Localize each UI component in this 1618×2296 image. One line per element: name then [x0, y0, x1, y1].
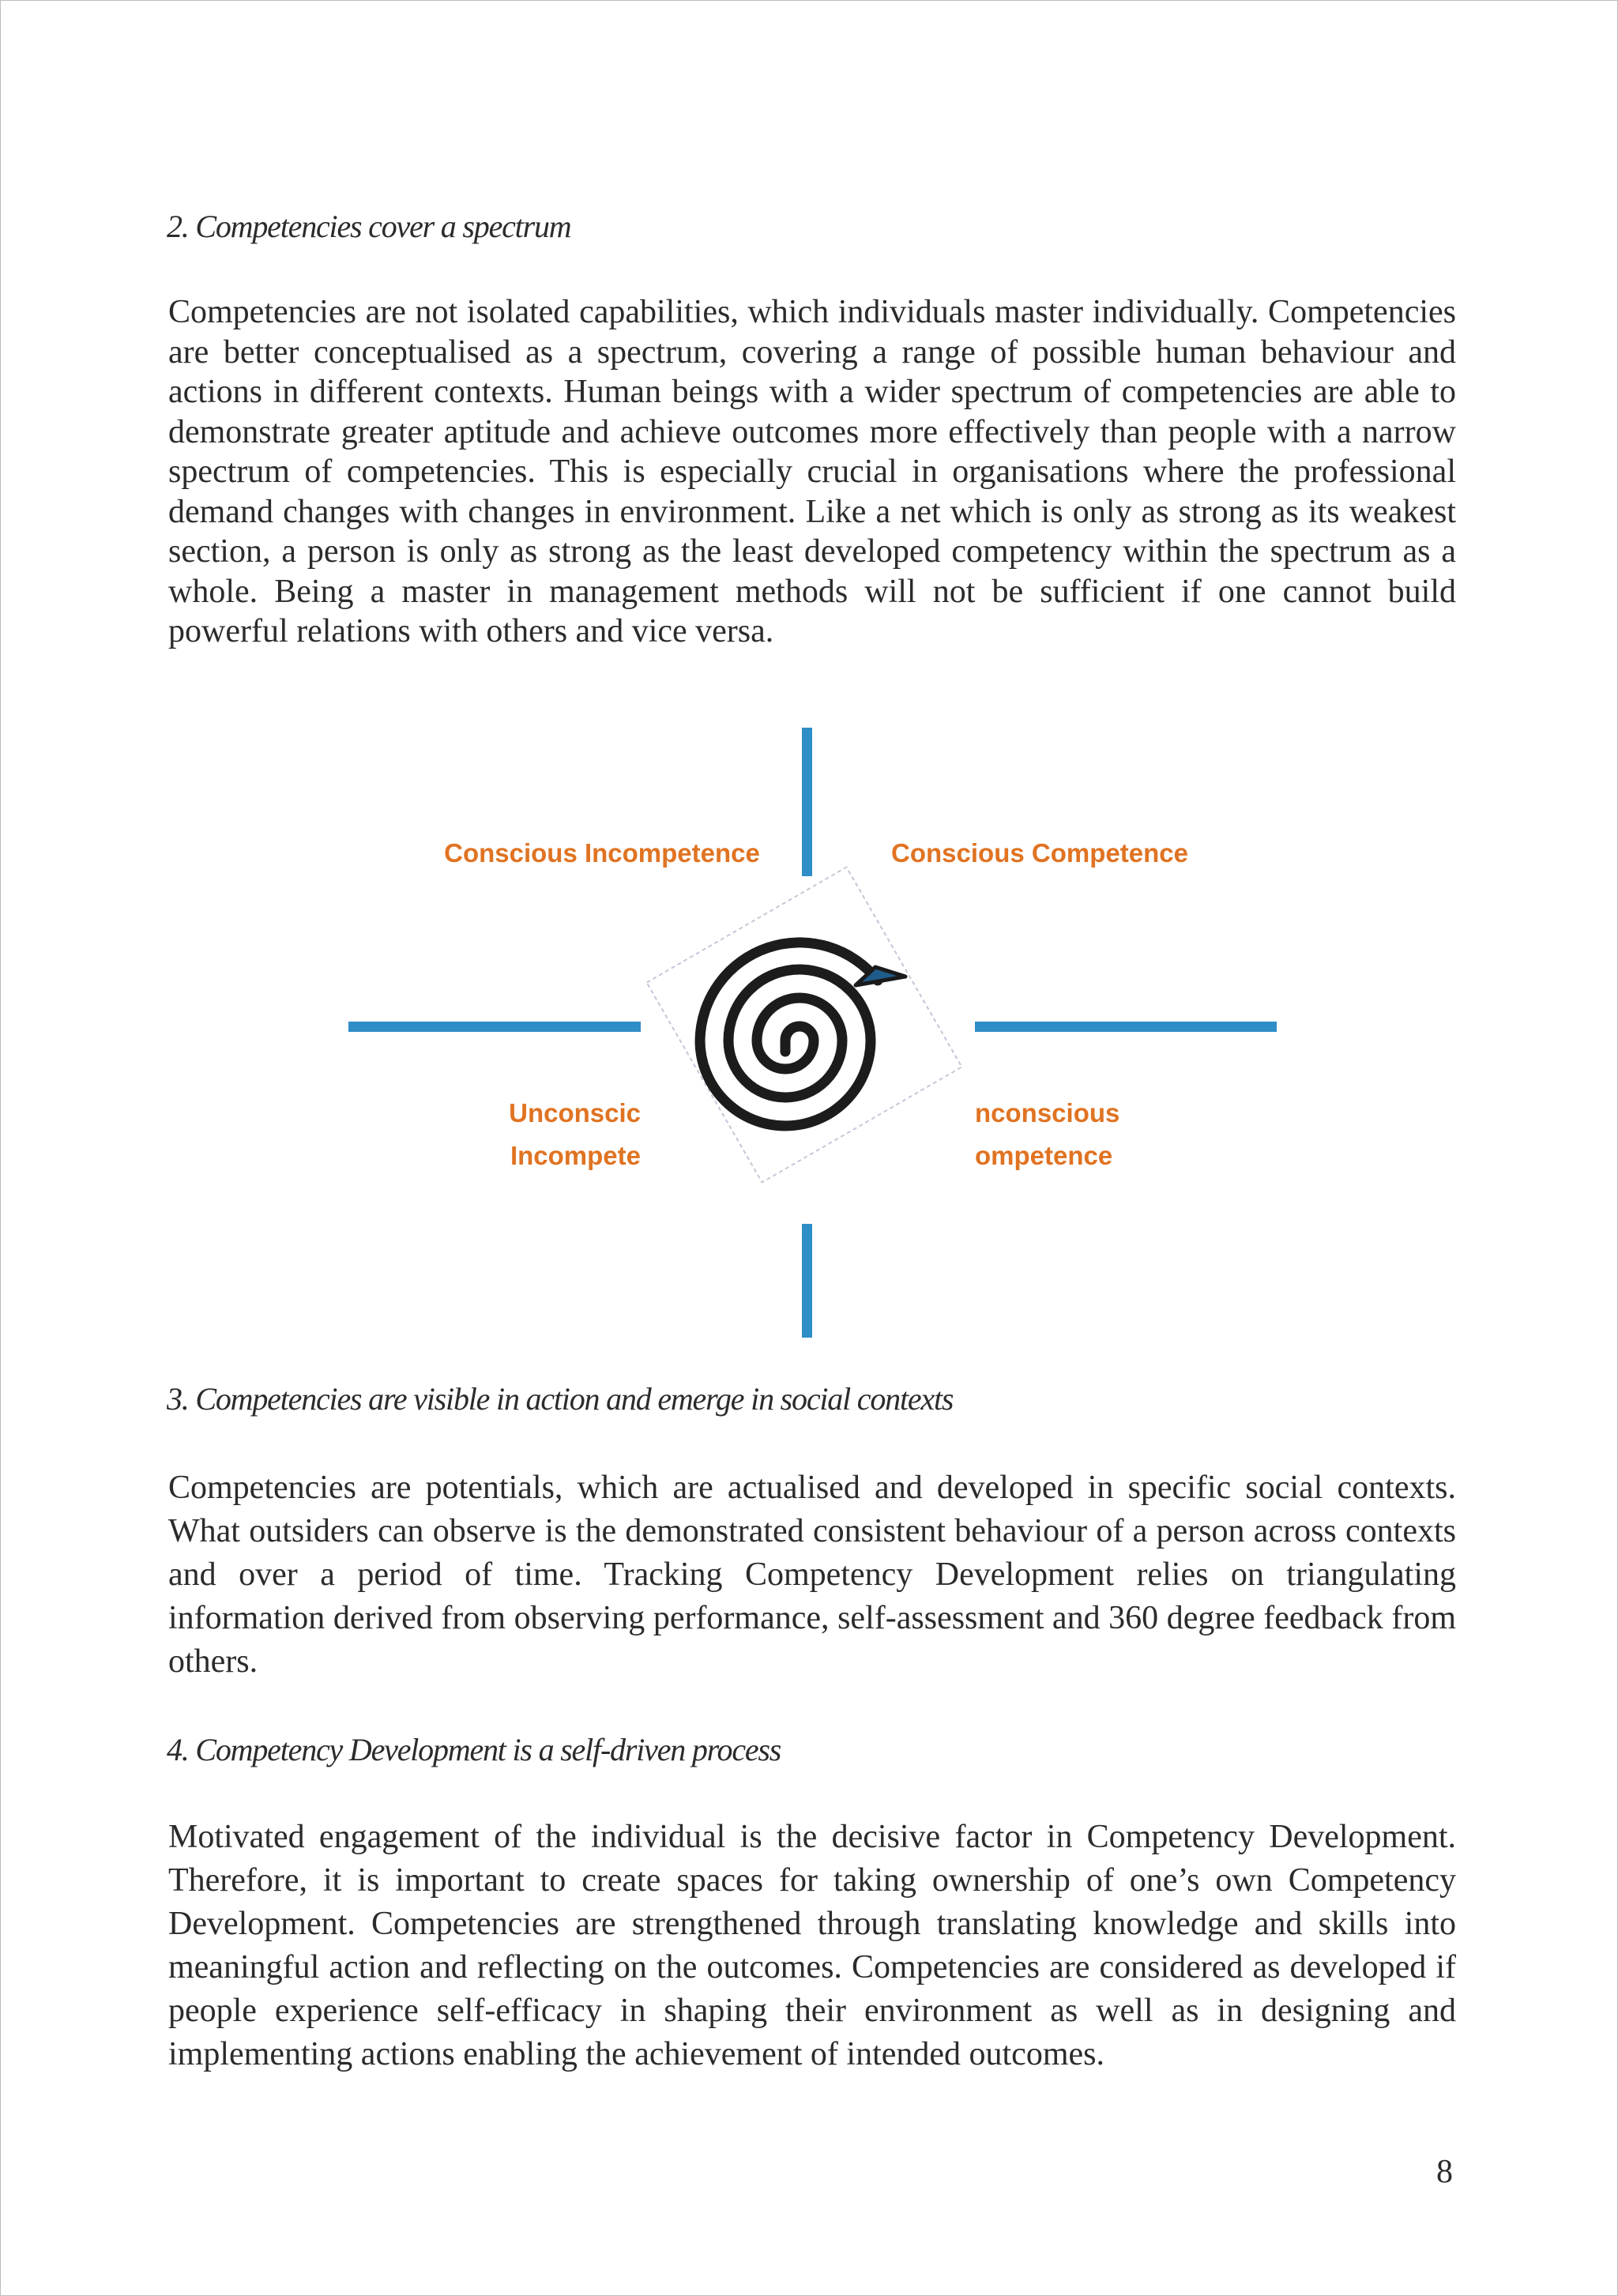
- label-unconscious-incompetence-line1: Unconscic: [509, 1098, 641, 1127]
- section-heading-spectrum: 2. Competencies cover a spectrum: [167, 209, 571, 244]
- label-unconscious-competence-line2: ompetence: [975, 1141, 1113, 1170]
- label-conscious-incompetence: Conscious Incompetence: [444, 838, 760, 868]
- label-unconscious-incompetence-line2: Incompete: [510, 1141, 641, 1170]
- section-body-self-driven: Motivated engagement of the individual is the decisive factor in Competency Development. Therefore, it is important to create spaces for taking ownership of one’s own Competency Development. Competencies are strengthened through translating knowledge and skills into meaningful action and reflecting on the outcomes. Competencies are considered as developed if people experience self-efficacy in shaping their environment as well as in designing and implementing actions enabling the achievement of intended outcomes.: [168, 1819, 1456, 2072]
- section-body-visible-in-action: Competencies are potentials, which are actualised and developed in specific social contexts. What outsiders can observe is the demonstrated consistent behaviour of a person across contexts and over a period of time. Tracking Competency Development relies on triangulating information derived from observing performance, self-assessment and 360 degree feedback from others.: [168, 1470, 1456, 1680]
- axis-bottom: [802, 1224, 812, 1338]
- axis-top: [802, 728, 812, 876]
- section-heading-visible-in-action: 3. Competencies are visible in action and emerge in social contexts: [167, 1381, 954, 1417]
- section-heading-self-driven: 4. Competency Development is a self-driven process: [167, 1732, 781, 1767]
- label-conscious-competence: Conscious Competence: [891, 838, 1188, 868]
- label-unconscious-competence-line1: nconscious: [975, 1098, 1120, 1127]
- page-number: 8: [1436, 2154, 1453, 2190]
- axis-left: [348, 1022, 641, 1032]
- section-body-spectrum: Competencies are not isolated capabilities, which individuals master individually. Competencies are better conceptualised as a spectrum, covering a range of possible human behaviour and actions in different contexts. Human beings with a wider spectrum of competencies are able to demonstrate greater aptitude and achieve outcomes more effectively than people with a narrow spectrum of competencies. This is especially crucial in organisations where the professional demand changes with changes in environment. Like a net which is only as strong as its weakest section, a person is only as strong as the least developed competency within the spectrum as a whole. Being a master in management methods will not be sufficient if one cannot build powerful relations with others and vice versa.: [168, 294, 1456, 649]
- axis-right: [975, 1022, 1277, 1032]
- spiral-image: [647, 868, 962, 1183]
